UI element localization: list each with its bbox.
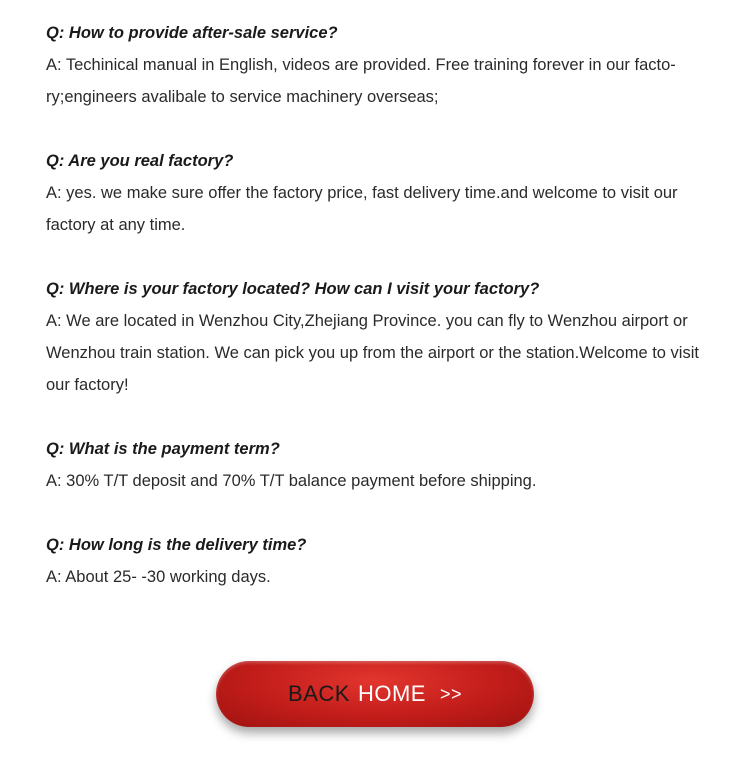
faq-question: Q: Where is your factory located? How can I visit your factory? bbox=[46, 280, 540, 298]
faq-question: Q: What is the payment term? bbox=[46, 440, 280, 458]
faq-item-delivery bbox=[46, 529, 706, 593]
faq-answer: A: 30% T/T deposit and 70% T/T balance payment before shipping. bbox=[46, 472, 537, 490]
faq-list bbox=[46, 17, 706, 625]
double-arrow-icon: >> bbox=[439, 683, 462, 704]
faq-answer: A: We are located in Wenzhou City,Zhejiang Province. you can fly to Wenzhou airport or Wenzhou train station. We can pick you up from the airport or the station.Welcome to visit our factory! bbox=[46, 312, 699, 394]
back-home-label-back: BACK bbox=[288, 681, 350, 706]
back-home-label-home: HOME bbox=[357, 681, 426, 706]
faq-item-location bbox=[46, 273, 706, 401]
faq-item-after-sale bbox=[46, 17, 706, 113]
faq-answer: A: About 25- -30 working days. bbox=[46, 568, 271, 586]
faq-question: Q: Are you real factory? bbox=[46, 152, 234, 170]
faq-question: Q: How to provide after-sale service? bbox=[46, 24, 338, 42]
back-home-button[interactable] bbox=[216, 661, 534, 727]
faq-item-real-factory bbox=[46, 145, 706, 241]
faq-answer: A: yes. we make sure offer the factory price, fast delivery time.and welcome to visit our factory at any time. bbox=[46, 184, 678, 234]
faq-answer: A: Techinical manual in English, videos are provided. Free training forever in our facto-ry;engineers avalibale to service machinery overseas; bbox=[46, 56, 676, 106]
faq-question: Q: How long is the delivery time? bbox=[46, 536, 307, 554]
faq-item-payment bbox=[46, 433, 706, 497]
